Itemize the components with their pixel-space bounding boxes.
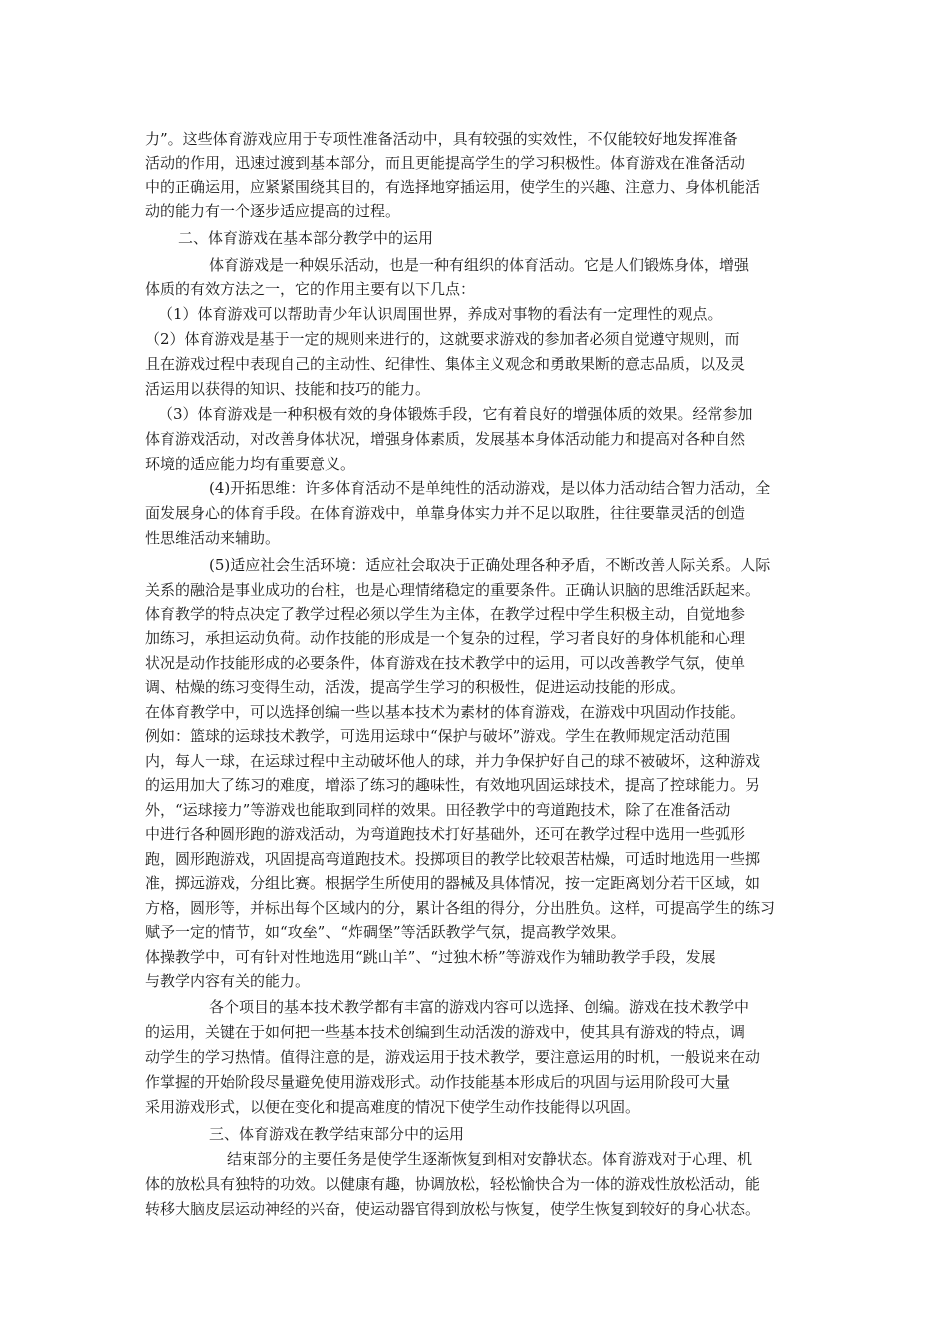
text-line: 且在游戏过程中表现自己的主动性、纪律性、集体主义观念和勇敢果断的意志品质，以及灵 — [145, 355, 746, 373]
text-line: 中进行各种圆形跑的游戏活动，为弯道跑技术打好基础外，还可在教学过程中选用一些弧形 — [145, 825, 746, 843]
text-line: 状况是动作技能形成的必要条件，体育游戏在技术教学中的运用，可以改善教学气氛，使单 — [145, 654, 746, 672]
text-line: 关系的融洽是事业成功的台柱，也是心理情绪稳定的重要条件。正确认识脑的思维活跃起来。 — [145, 581, 761, 599]
text-line: 准，掷远游戏，分组比赛。根据学生所使用的器械及具体情况，按一定距离划分若干区域，如 — [145, 874, 761, 892]
text-line: 力”。这些体育游戏应用于专项性准备活动中，具有较强的实效性，不仅能较好地发挥准备 — [145, 130, 738, 148]
section-heading: 二、体育游戏在基本部分教学中的运用 — [178, 229, 434, 247]
text-line: 动学生的学习热情。值得注意的是，游戏运用于技术教学，要注意运用的时机，一般说来在动 — [145, 1048, 761, 1066]
list-item: （1）体育游戏可以帮助青少年认识周围世界，养成对事物的看法有一定理性的观点。 — [158, 305, 723, 323]
text-line: 作掌握的开始阶段尽量避免使用游戏形式。动作技能基本形成后的巩固与运用阶段可大量 — [145, 1073, 731, 1091]
list-item: (5)适应社会生活环境：适应社会取决于正确处理各种矛盾，不断改善人际关系。人际 — [209, 556, 771, 574]
text-line: 体育教学的特点决定了教学过程必须以学生为主体，在教学过程中学生积极主动，自觉地参 — [145, 605, 746, 623]
text-line: 结束部分的主要任务是使学生逐渐恢复到相对安静状态。体育游戏对于心理、机 — [227, 1150, 753, 1168]
text-line: 体质的有效方法之一，它的作用主要有以下几点： — [145, 280, 476, 298]
text-line: 动的能力有一个逐步适应提高的过程。 — [145, 202, 401, 220]
text-line: 环境的适应能力均有重要意义。 — [145, 455, 356, 473]
text-line: 与教学内容有关的能力。 — [145, 972, 311, 990]
text-line: 面发展身心的体育手段。在体育游戏中，单靠身体实力并不足以取胜，往往要靠灵活的创造 — [145, 504, 746, 522]
text-line: 各个项目的基本技术教学都有丰富的游戏内容可以选择、创编。游戏在技术教学中 — [209, 998, 750, 1016]
text-line: 的运用，关键在于如何把一些基本技术创编到生动活泼的游戏中，使其具有游戏的特点，调 — [145, 1023, 746, 1041]
text-line: 采用游戏形式，以便在变化和提高难度的情况下使学生动作技能得以巩固。 — [145, 1098, 641, 1116]
text-line: 活动的作用，迅速过渡到基本部分，而且更能提高学生的学习积极性。体育游戏在准备活动 — [145, 154, 746, 172]
text-line: 中的正确运用，应紧紧围绕其目的，有选择地穿插运用，使学生的兴趣、注意力、身体机能活 — [145, 178, 761, 196]
text-line: 调、枯燥的练习变得生动，活泼，提高学生学习的积极性，促进运动技能的形成。 — [145, 678, 686, 696]
text-line: 方格，圆形等，并标出每个区域内的分，累计各组的得分，分出胜负。这样，可提高学生的练习 — [145, 899, 776, 917]
text-line: 活运用以获得的知识、技能和技巧的能力。 — [145, 380, 431, 398]
text-line: 外，“运球接力”等游戏也能取到同样的效果。田径教学中的弯道跑技术，除了在准备活动 — [145, 801, 731, 819]
text-line: 跑，圆形跑游戏，巩固提高弯道跑技术。投掷项目的教学比较艰苦枯燥，可适时地选用一些掷 — [145, 850, 761, 868]
list-item: （3）体育游戏是一种积极有效的身体锻炼手段，它有着良好的增强体质的效果。经常参加 — [158, 405, 753, 423]
text-line: 的运用加大了练习的难度，增添了练习的趣味性，有效地巩固运球技术，提高了控球能力。另 — [145, 776, 761, 794]
text-line: 赋予一定的情节，如“攻垒”、“炸碉堡”等活跃教学气氛，提高教学效果。 — [145, 923, 626, 941]
text-line: 例如：篮球的运球技术教学，可选用运球中“保护与破坏”游戏。学生在教师规定活动范围 — [145, 727, 731, 745]
section-heading: 三、体育游戏在教学结束部分中的运用 — [209, 1125, 465, 1143]
text-line: 内，每人一球，在运球过程中主动破坏他人的球，并力争保护好自己的球不被破坏，这种游戏 — [145, 752, 761, 770]
text-line: 性思维活动来辅助。 — [145, 529, 281, 547]
list-item: (4)开拓思维：许多体育活动不是单纯性的活动游戏，是以体力活动结合智力活动，全 — [209, 479, 771, 497]
text-line: 体操教学中，可有针对性地选用“跳山羊”、“过独木桥”等游戏作为辅助教学手段，发展 — [145, 948, 716, 966]
text-line: 在体育教学中，可以选择创编一些以基本技术为素材的体育游戏，在游戏中巩固动作技能。 — [145, 703, 746, 721]
text-line: 加练习，承担运动负荷。动作技能的形成是一个复杂的过程，学习者良好的身体机能和心理 — [145, 629, 746, 647]
list-item: （2）体育游戏是基于一定的规则来进行的，这就要求游戏的参加者必须自觉遵守规则，而 — [145, 330, 740, 348]
text-line: 体育游戏是一种娱乐活动，也是一种有组织的体育活动。它是人们锻炼身体，增强 — [209, 256, 750, 274]
text-line: 体的放松具有独特的功效。以健康有趣，协调放松，轻松愉快合为一体的游戏性放松活动，能 — [145, 1175, 761, 1193]
text-line: 转移大脑皮层运动神经的兴奋，使运动器官得到放松与恢复，使学生恢复到较好的身心状态。 — [145, 1200, 761, 1218]
text-line: 体育游戏活动，对改善身体状况，增强身体素质，发展基本身体活动能力和提高对各种自然 — [145, 430, 746, 448]
